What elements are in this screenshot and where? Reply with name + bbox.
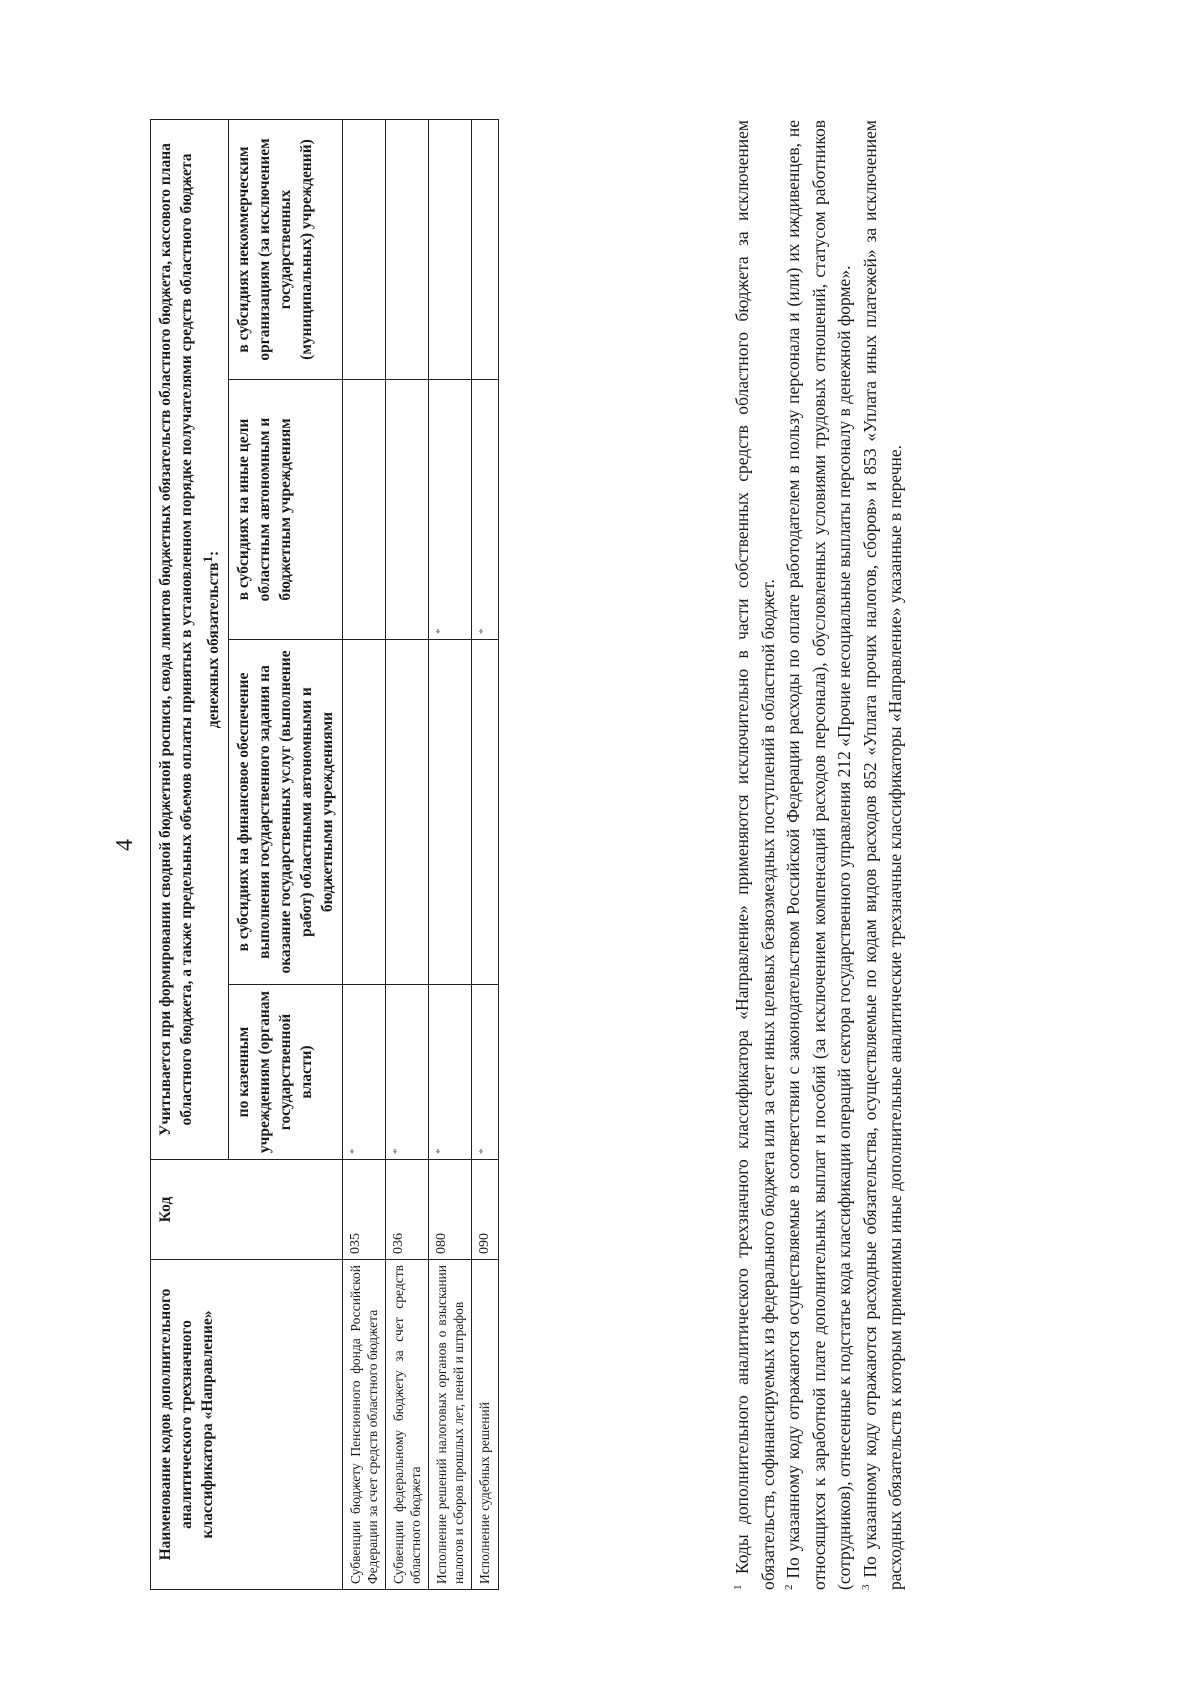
row-code: 036 bbox=[386, 1160, 429, 1260]
footnotes bbox=[730, 120, 909, 1590]
row-code: 090 bbox=[472, 1160, 499, 1260]
name-column-header: Наименование кодов дополнительного аналитического трехзначного классификатора «Направление» bbox=[151, 1260, 343, 1590]
footnote-text: По указанному коду отражаются расходные обязательства, осуществляемые по кодам видов расходов 852 «Уплата прочих налогов, сборов» и 853 «Уплата иных платежей» за исключением расходных обязательств к которым применимы иные дополнительные аналитические трехзначные классификаторы «Направление» указанные в перечне. bbox=[859, 120, 905, 1590]
table-header-row bbox=[151, 120, 229, 1590]
row-mark bbox=[472, 120, 499, 380]
row-mark bbox=[429, 120, 472, 380]
row-mark: * bbox=[343, 985, 386, 1160]
row-mark bbox=[386, 120, 429, 380]
row-name: Исполнение решений налоговых органов о взыскании налогов и сборов прошлых лет, пеней и штрафов bbox=[429, 1260, 472, 1590]
row-mark bbox=[343, 640, 386, 985]
row-mark bbox=[343, 380, 386, 640]
row-code: 080 bbox=[429, 1160, 472, 1260]
footnote-mark: 1 bbox=[732, 1584, 745, 1590]
row-mark: * bbox=[429, 380, 472, 640]
row-name: Исполнение судебных решений bbox=[472, 1260, 499, 1590]
directions-table bbox=[150, 119, 499, 1590]
row-mark: * bbox=[472, 985, 499, 1160]
row-mark bbox=[386, 380, 429, 640]
footnote bbox=[858, 120, 909, 1590]
subcolumn-header-state-institutions: по казенным учреждениям (органам государственной власти) bbox=[229, 985, 343, 1160]
table-row bbox=[472, 120, 499, 1590]
subcolumn-header-other-purposes: в субсидиях на иные цели областным автономным и бюджетным учреждениям bbox=[229, 380, 343, 640]
footnote-mark: 2 bbox=[783, 1584, 796, 1590]
table-row bbox=[429, 120, 472, 1590]
footnote bbox=[781, 120, 858, 1590]
footnote-text: Коды дополнительного аналитического трехзначного классификатора «Направление» применяются исключительно в части собственных средств областного бюджета за исключением обязательств, софинансируемых из федерального бюджета или за счет иных целевых безвозмездных поступлений в областной бюджет. bbox=[732, 120, 778, 1590]
row-mark: * bbox=[386, 985, 429, 1160]
table-row bbox=[386, 120, 429, 1590]
group-column-header: Учитывается при формировании сводной бюджетной росписи, свода лимитов бюджетных обязательств областного бюджета, кассового плана областного бюджета, а также предельных объемов оплаты принятых в установленном порядке получателями средств областного бюджета денежных обязательств$^1$: bbox=[151, 120, 229, 1160]
footnote-mark: 3 bbox=[859, 1584, 872, 1590]
row-mark: * bbox=[429, 985, 472, 1160]
rotated-content bbox=[110, 100, 1110, 1590]
page-number: 4 bbox=[112, 839, 138, 851]
row-mark bbox=[343, 120, 386, 380]
footnote-text: По указанному коду отражаются осуществляемые в соответствии с законодательством Российской Федерации расходы по оплате работодателем в пользу персонала и (или) их иждивенцев, не относящихся к заработной плате дополнительных выплат и пособий (за исключением компенсаций расходов персонала), обусловленных условиями трудовых отношений, статусом работников (сотрудников), отнесенные к подстатье кода классификации операций сектора государственного управления 212 «Прочие несоциальные выплаты персоналу в денежной форме». bbox=[783, 120, 854, 1590]
group-header-text: Учитывается при формировании сводной бюджетной росписи, свода лимитов бюджетных обязательств областного бюджета, кассового плана областного бюджета, а также предельных объемов оплаты принятых в установленном порядке получателями средств областного бюджета денежных обязательств bbox=[157, 143, 223, 1136]
row-code: 035 bbox=[343, 1160, 386, 1260]
row-mark: * bbox=[472, 380, 499, 640]
group-header-note: 1 bbox=[200, 555, 215, 563]
row-mark bbox=[429, 640, 472, 985]
code-column-header: Код bbox=[151, 1160, 343, 1260]
footnote bbox=[730, 120, 781, 1590]
subcolumn-header-nonprofit: в субсидиях некоммерческим организациям (за исключением государственных (муниципальных) учреждений) bbox=[229, 120, 343, 380]
row-mark bbox=[386, 640, 429, 985]
subcolumn-header-state-assignment: в субсидиях на финансовое обеспечение выполнения государственного задания на оказание государственных услуг (выполнение работ) областными автономными и бюджетными учреждениями bbox=[229, 640, 343, 985]
table-row bbox=[343, 120, 386, 1590]
row-name: Субвенции бюджету Пенсионного фонда Российской Федерации за счет средств областного бюджета bbox=[343, 1260, 386, 1590]
row-mark bbox=[472, 640, 499, 985]
row-name: Субвенции федеральному бюджету за счет средств областного бюджета bbox=[386, 1260, 429, 1590]
